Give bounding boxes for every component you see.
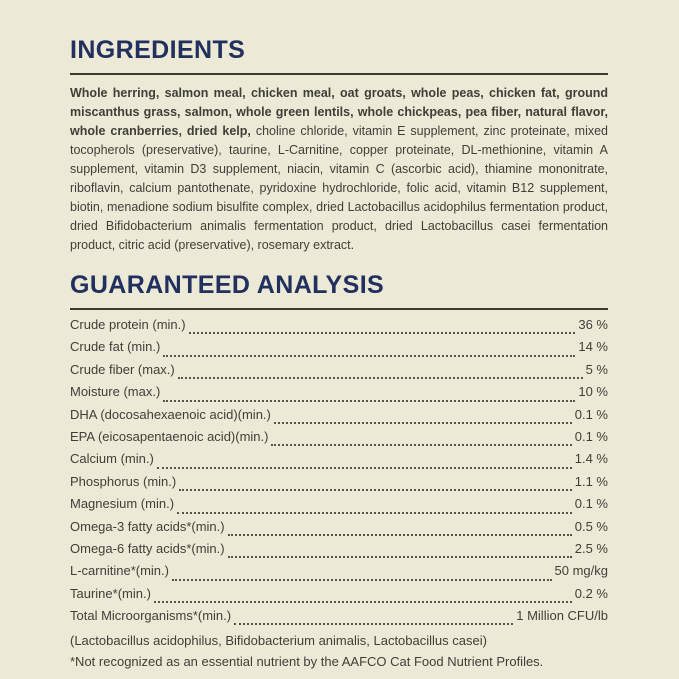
analysis-row (70, 339, 608, 361)
dot-leader (177, 512, 572, 514)
guaranteed-analysis-table (70, 317, 608, 630)
dot-leader (189, 332, 576, 334)
nutrient-value: 0.5 % (574, 518, 608, 534)
nutrient-value: 0.2 % (574, 585, 608, 601)
ingredients-paragraph (70, 84, 608, 255)
analysis-row (70, 563, 608, 585)
analysis-row (70, 608, 608, 630)
dot-leader (157, 467, 572, 469)
analysis-row (70, 317, 608, 339)
ingredients-section (70, 36, 608, 255)
nutrient-label: Omega-3 fatty acids*(min.) (70, 518, 225, 534)
nutrient-label: L-carnitine*(min.) (70, 563, 169, 579)
analysis-row (70, 519, 608, 541)
dot-leader (178, 377, 583, 379)
dot-leader (228, 534, 572, 536)
nutrient-label: Omega-6 fatty acids*(min.) (70, 540, 225, 556)
dot-leader (172, 579, 552, 581)
dot-leader (228, 556, 572, 558)
nutrient-label: Moisture (max.) (70, 384, 161, 400)
nutrient-label: Crude fat (min.) (70, 339, 161, 355)
analysis-row (70, 407, 608, 429)
main-ingredients-text: Whole herring, salmon meal, chicken meal, oat groats, whole peas, chicken fat, ground miscanthus grass, salmon, whole green lentils, whole chickpeas, pea fiber, natural flavor, whole cranberries, dried kelp, (70, 86, 608, 138)
nutrient-label: EPA (eicosapentaenoic acid)(min.) (70, 428, 269, 444)
nutrient-value: 1 Million CFU/lb (516, 608, 608, 624)
analysis-row (70, 541, 608, 563)
nutrient-value: 2.5 % (574, 540, 608, 556)
nutrient-value: 10 % (578, 384, 608, 400)
analysis-row (70, 496, 608, 518)
dot-leader (234, 623, 513, 625)
nutrient-label: Magnesium (min.) (70, 496, 175, 512)
dot-leader (271, 444, 571, 446)
ingredients-divider (70, 73, 608, 75)
dot-leader (274, 422, 572, 424)
guaranteed-analysis-divider (70, 308, 608, 310)
nutrient-label: Calcium (min.) (70, 451, 154, 467)
nutrient-label: Total Microorganisms*(min.) (70, 608, 232, 624)
nutrient-value: 0.1 % (574, 496, 608, 512)
analysis-row (70, 362, 608, 384)
guaranteed-analysis-heading: GUARANTEED ANALYSIS (70, 271, 385, 299)
analysis-row (70, 429, 608, 451)
nutrient-label: DHA (docosahexaenoic acid)(min.) (70, 406, 271, 422)
dot-leader (163, 355, 575, 357)
analysis-row (70, 474, 608, 496)
ingredients-heading: INGREDIENTS (70, 36, 246, 64)
nutrient-label: Crude fiber (max.) (70, 361, 175, 377)
nutrient-value: 1.4 % (574, 451, 608, 467)
dot-leader (154, 601, 572, 603)
aafco-footnote: *Not recognized as an essential nutrient by the AAFCO Cat Food Nutrient Profiles. (70, 654, 544, 670)
nutrient-value: 0.1 % (574, 406, 608, 422)
nutrient-value: 1.1 % (574, 473, 608, 489)
analysis-row (70, 384, 608, 406)
nutrient-label: Crude protein (min.) (70, 317, 186, 332)
dot-leader (163, 400, 575, 402)
nutrient-label: Phosphorus (min.) (70, 473, 177, 489)
nutrient-value: 14 % (578, 339, 608, 355)
analysis-row (70, 451, 608, 473)
microorganism-species-note: (Lactobacillus acidophilus, Bifidobacterium animalis, Lactobacillus casei) (70, 633, 487, 649)
supplement-ingredients-text: choline chloride, vitamin E supplement, zinc proteinate, mixed tocopherols (preservative), taurine, L-Carnitine, copper proteinate, DL-methionine, vitamin A supplement, vitamin D3 supplement, niacin, vitamin C (ascorbic acid), thiamine mononitrate, riboflavin, calcium pantothenate, pyridoxine hydrochloride, folic acid, vitamin B12 supplement, biotin, menadione sodium bisulfite complex, dried Lactobacillus acidophilus fermentation product, dried Bifidobacterium animalis fermentation product, dried Lactobacillus casei fermentation product, citric acid (preservative), rosemary extract. (70, 124, 609, 252)
nutrient-value: 0.1 % (574, 428, 608, 444)
nutrient-value: 36 % (578, 317, 608, 332)
nutrient-label: Taurine*(min.) (70, 585, 151, 601)
guaranteed-analysis-section (70, 271, 608, 672)
nutrient-value: 5 % (585, 361, 608, 377)
dot-leader (179, 489, 572, 491)
analysis-row (70, 586, 608, 608)
nutrient-value: 50 mg/kg (554, 563, 608, 579)
